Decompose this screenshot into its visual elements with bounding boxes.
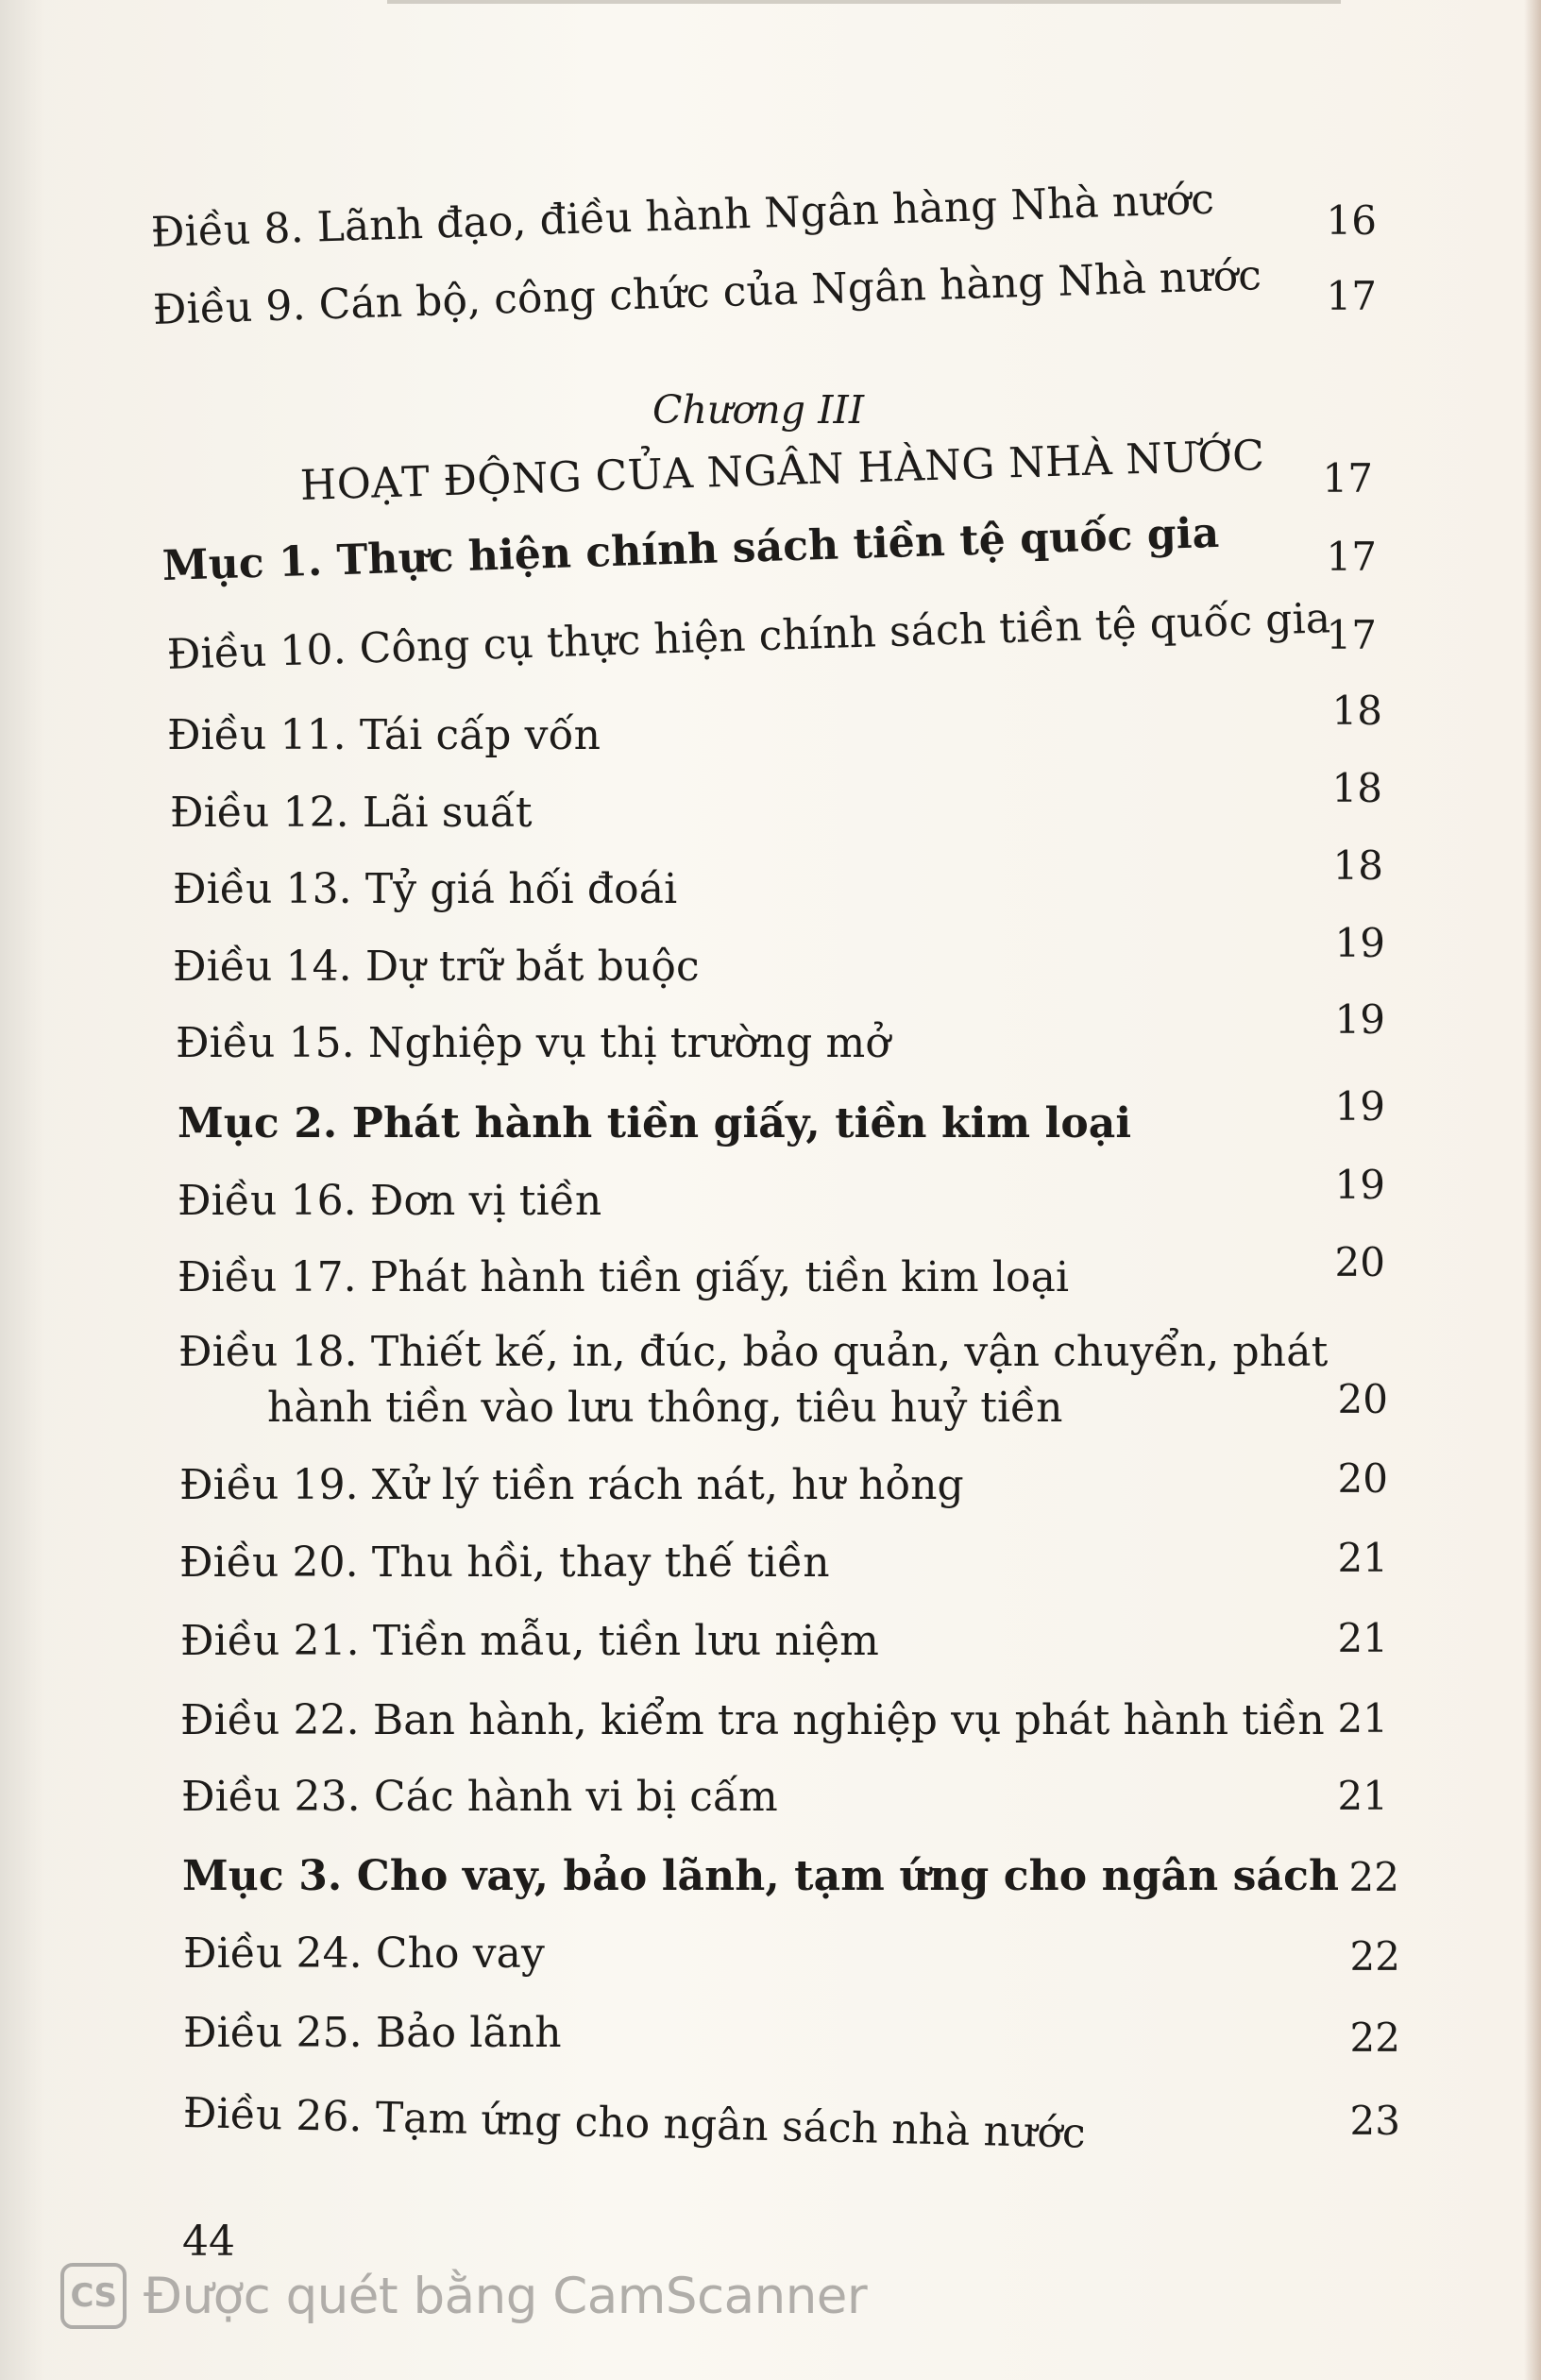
page-number: 44 (182, 2218, 235, 2266)
toc-entry-text: Điều 11. Tái cấp vốn (167, 711, 601, 759)
camscanner-logo-icon: CS (60, 2263, 127, 2329)
toc-entry-text: Điều 14. Dự trữ bắt buộc (173, 943, 700, 991)
toc-entry-text: Điều 21. Tiền mẫu, tiền lưu niệm (180, 1617, 880, 1665)
toc-page-number: 17 (1322, 455, 1373, 502)
toc-entry (179, 1461, 964, 1509)
toc-entry-text: Điều 18. Thiết kế, in, đúc, bảo quản, vận chuyển, phát (178, 1328, 1329, 1376)
toc-page-number: 19 (1334, 1162, 1385, 1208)
toc-entry-text: Điều 13. Tỷ giá hối đoái (173, 865, 678, 913)
toc-entry (181, 1773, 778, 1821)
toc-entry (178, 1177, 602, 1225)
toc-page-number: 17 (1326, 534, 1377, 580)
section-heading: Mục 2. Phát hành tiền giấy, tiền kim loại (178, 1099, 1132, 1148)
toc-entry (178, 1328, 1329, 1376)
toc-entry (150, 175, 1215, 257)
toc-page-number: 21 (1337, 1695, 1388, 1742)
toc-entry (182, 2089, 1087, 2158)
toc-entry (170, 791, 533, 835)
toc-page-number: 16 (1326, 197, 1377, 244)
toc-entry-text: Điều 8. Lãnh đạo, điều hành Ngân hàng Nhà nước (150, 175, 1215, 257)
toc-entry (183, 1932, 545, 1976)
toc-page-number: 21 (1337, 1773, 1388, 1819)
toc-entry-text: Điều 12. Lãi suất (170, 789, 533, 837)
toc-entry-text: Điều 22. Ban hành, kiểm tra nghiệp vụ phát hành tiền (180, 1696, 1325, 1744)
toc-page-number: 19 (1334, 920, 1385, 966)
toc-entry-text: Điều 9. Cán bộ, công chức của Ngân hàng Nhà nước (152, 251, 1262, 334)
toc-entry (166, 594, 1331, 679)
toc-entry (152, 251, 1262, 334)
top-border-line (387, 0, 1341, 4)
section-heading: Mục 1. Thực hiện chính sách tiền tệ quốc gia (161, 508, 1220, 590)
toc-page-number: 22 (1348, 1854, 1399, 1900)
toc-page-number: 21 (1337, 1615, 1388, 1661)
toc-entry-text: Điều 25. Bảo lãnh (183, 2009, 562, 2057)
toc-page-number: 22 (1349, 2014, 1400, 2061)
toc-page-number: 18 (1331, 688, 1382, 734)
toc-entry-text: Điều 15. Nghiệp vụ thị trường mở (176, 1019, 890, 1067)
toc-page-number: 18 (1331, 765, 1382, 811)
camscanner-watermark (60, 2260, 867, 2332)
toc-entry-text: Điều 16. Đơn vị tiền (178, 1177, 602, 1225)
toc-entry-continuation: hành tiền vào lưu thông, tiêu huỷ tiền (267, 1384, 1063, 1432)
toc-page-number: 20 (1337, 1376, 1388, 1422)
toc-page-number: 17 (1326, 612, 1377, 658)
toc-page-number: 20 (1334, 1239, 1385, 1285)
toc-page-number: 23 (1349, 2098, 1400, 2144)
toc-entry (179, 1538, 830, 1587)
toc-entry-text: Điều 20. Thu hồi, thay thế tiền (179, 1538, 830, 1587)
toc-page-number: 19 (1334, 996, 1385, 1043)
toc-entry (180, 1617, 880, 1665)
toc-entry-text: Điều 23. Các hành vi bị cấm (181, 1773, 778, 1821)
toc-page-number: 20 (1337, 1455, 1388, 1502)
toc-entry-text: Điều 26. Tạm ứng cho ngân sách nhà nước (182, 2089, 1087, 2158)
toc-entry (176, 1019, 890, 1067)
toc-page-number: 19 (1334, 1083, 1385, 1130)
toc-entry (178, 1253, 1070, 1301)
toc-entry (167, 711, 601, 759)
toc-entry (173, 865, 678, 913)
toc-page-number: 17 (1326, 273, 1377, 319)
toc-entry-text: Điều 19. Xử lý tiền rách nát, hư hỏng (179, 1461, 964, 1509)
toc-page-number: 22 (1349, 1933, 1400, 1980)
toc-entry (173, 945, 700, 989)
toc-entry (180, 1696, 1325, 1744)
chapter-label: Chương III (652, 387, 865, 433)
watermark-text: Được quét bằng CamScanner (144, 2267, 868, 2325)
section-heading: Mục 3. Cho vay, bảo lãnh, tạm ứng cho ngân sách (182, 1852, 1340, 1900)
toc-entry (183, 2009, 562, 2057)
chapter-title: HOẠT ĐỘNG CỦA NGÂN HÀNG NHÀ NƯỚC (299, 431, 1266, 510)
toc-entry-text: Điều 10. Công cụ thực hiện chính sách tiền tệ quốc gia (166, 594, 1331, 679)
toc-entry-text: Điều 17. Phát hành tiền giấy, tiền kim loại (178, 1253, 1070, 1301)
toc-entry-text: Điều 24. Cho vay (183, 1930, 545, 1978)
toc-page-number: 21 (1337, 1535, 1388, 1581)
toc-page-number: 18 (1332, 842, 1383, 889)
